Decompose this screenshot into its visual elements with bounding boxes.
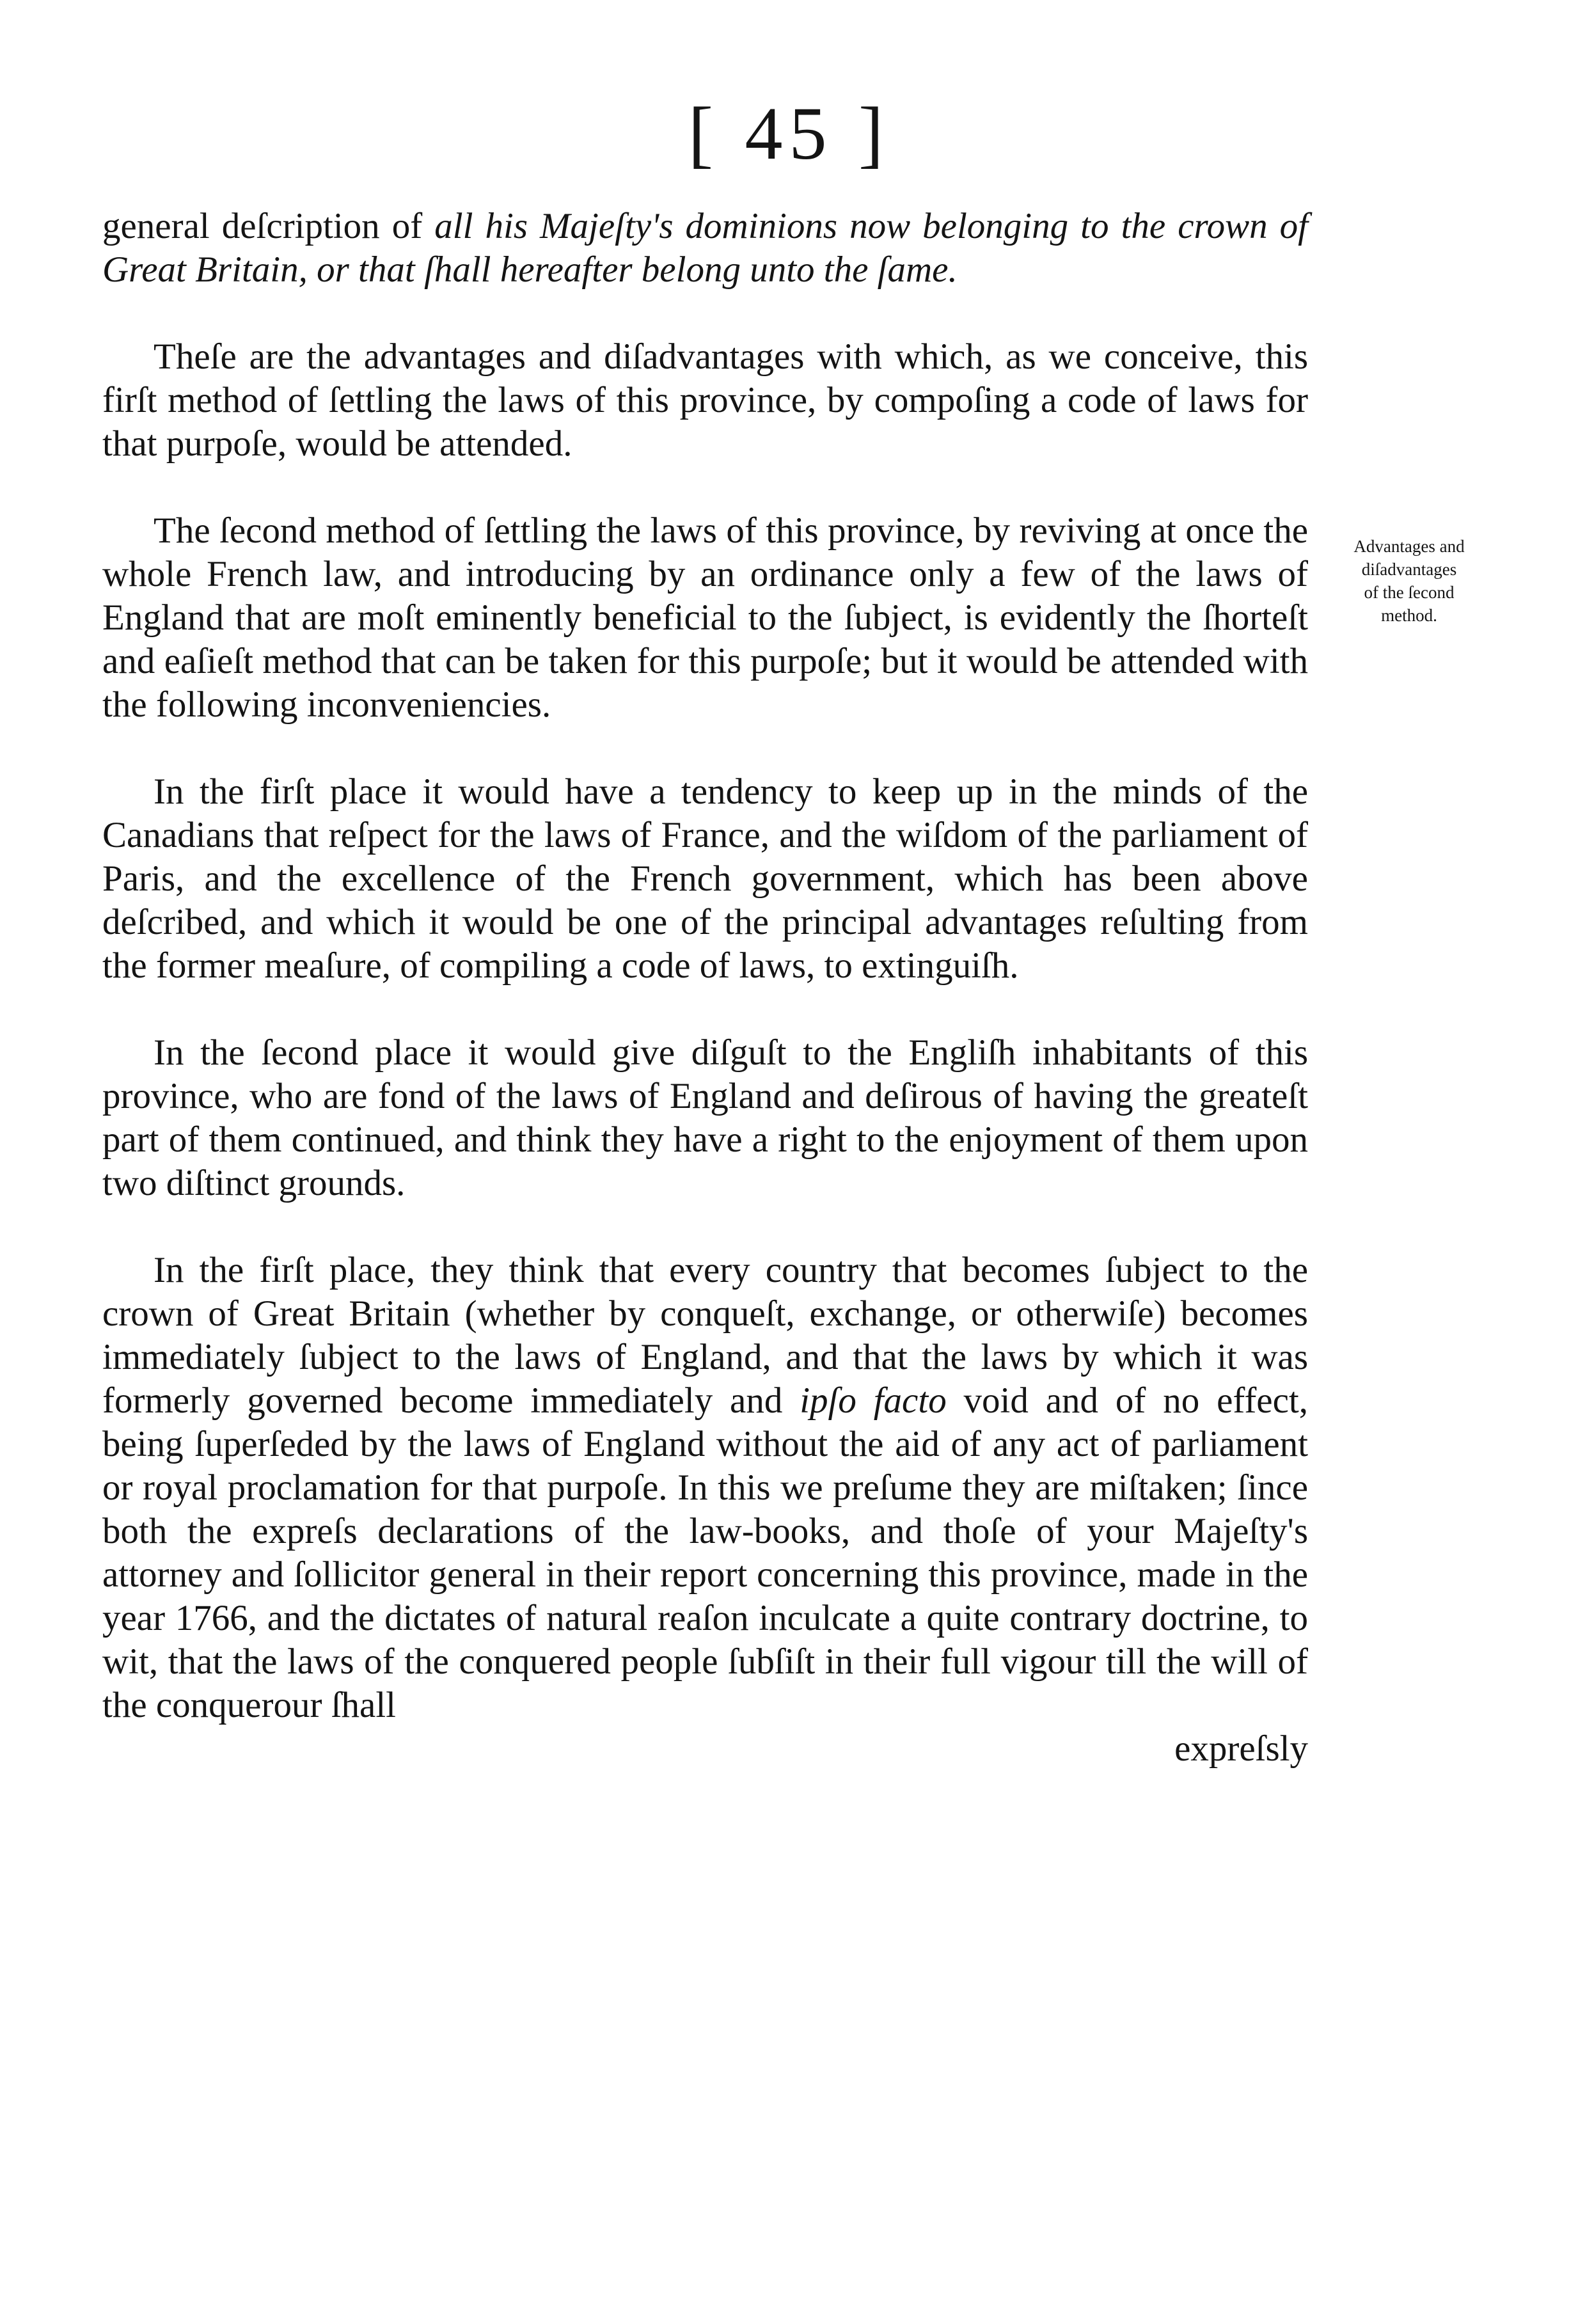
text-run: void and of no effect, being ſuperſeded by the laws of England without the aid of any act of parliament or royal proclamation for that purpoſe. In this we preſume they are miſtaken; ſince both the expreſs declarations of the law-books, and thoſe of your Majeſty's attorney and ſollicitor general in their report concerning this province, made in the year 1766, and the dictates of natural reaſon inculcate a quite contrary doctrine, to wit, that the laws of the conquered people ſubſiſt in their full vigour till the will of the conquerour ſhall — [102, 1380, 1308, 1725]
marginal-note-line: diſadvantages — [1361, 560, 1457, 579]
text-run: In the firſt place it would have a tendency to keep up in the minds of the Canadians that reſpect for the laws of France, and the wiſdom of the parliament of Paris, and the excellence of the French government, which has been above deſcribed, and which it would be one of the principal advantages reſulting from the former meaſure, of compiling a code of laws, to extinguiſh. — [102, 771, 1308, 986]
marginal-note-line: Advantages and — [1353, 537, 1465, 556]
paragraph-advantages-summary — [102, 335, 1308, 466]
catchword: expreſsly — [1174, 1728, 1308, 1769]
text-run: general deſcription of — [102, 206, 435, 246]
marginal-note-line: of the ſecond — [1364, 583, 1455, 602]
page-number: [ 45 ] — [688, 91, 890, 175]
italic-text-run: ipſo facto — [800, 1380, 947, 1421]
marginal-note-line: method. — [1381, 606, 1437, 625]
paragraph-first-place — [102, 770, 1308, 988]
text-run: In the firſt place, they think that every country that becomes ſubject to the crown of Great Britain (whether by conqueſt, exchange, or otherwiſe) becomes immediately ſubject to the laws of England, and that the laws by which it was formerly governed become immediately and — [102, 1250, 1308, 1421]
italic-text-run: all his Majeſty's dominions now belonging to the crown of Great Britain, or that ſhall hereafter belong unto the ſame. — [102, 206, 1309, 290]
text-column — [102, 205, 1308, 1771]
text-run: The ſecond method of ſettling the laws of this province, by reviving at once the whole French law, and introducing by an ordinance only a few of the laws of England that are moſt eminently beneficial to the ſubject, is evidently the ſhorteſt and eaſieſt method that can be taken for this purpoſe; but it would be attended with the following inconveniencies. — [102, 510, 1308, 725]
text-run: In the ſecond place it would give diſguſt to the Engliſh inhabitants of this province, who are fond of the laws of England and deſirous of having the greateſt part of them continued, and think they have a right to the enjoyment of them upon two diſtinct grounds. — [102, 1032, 1308, 1203]
marginal-note — [1323, 535, 1495, 627]
text-run: Theſe are the advantages and diſadvantages with which, as we conceive, this firſt method of ſettling the laws of this province, by compoſing a code of laws for that purpoſe, would be attended. — [102, 336, 1308, 464]
paragraph-conquest-argument — [102, 1249, 1308, 1727]
paragraph-second-method — [102, 509, 1308, 727]
paragraph-continuation — [102, 205, 1308, 292]
paragraph-second-place — [102, 1031, 1308, 1205]
